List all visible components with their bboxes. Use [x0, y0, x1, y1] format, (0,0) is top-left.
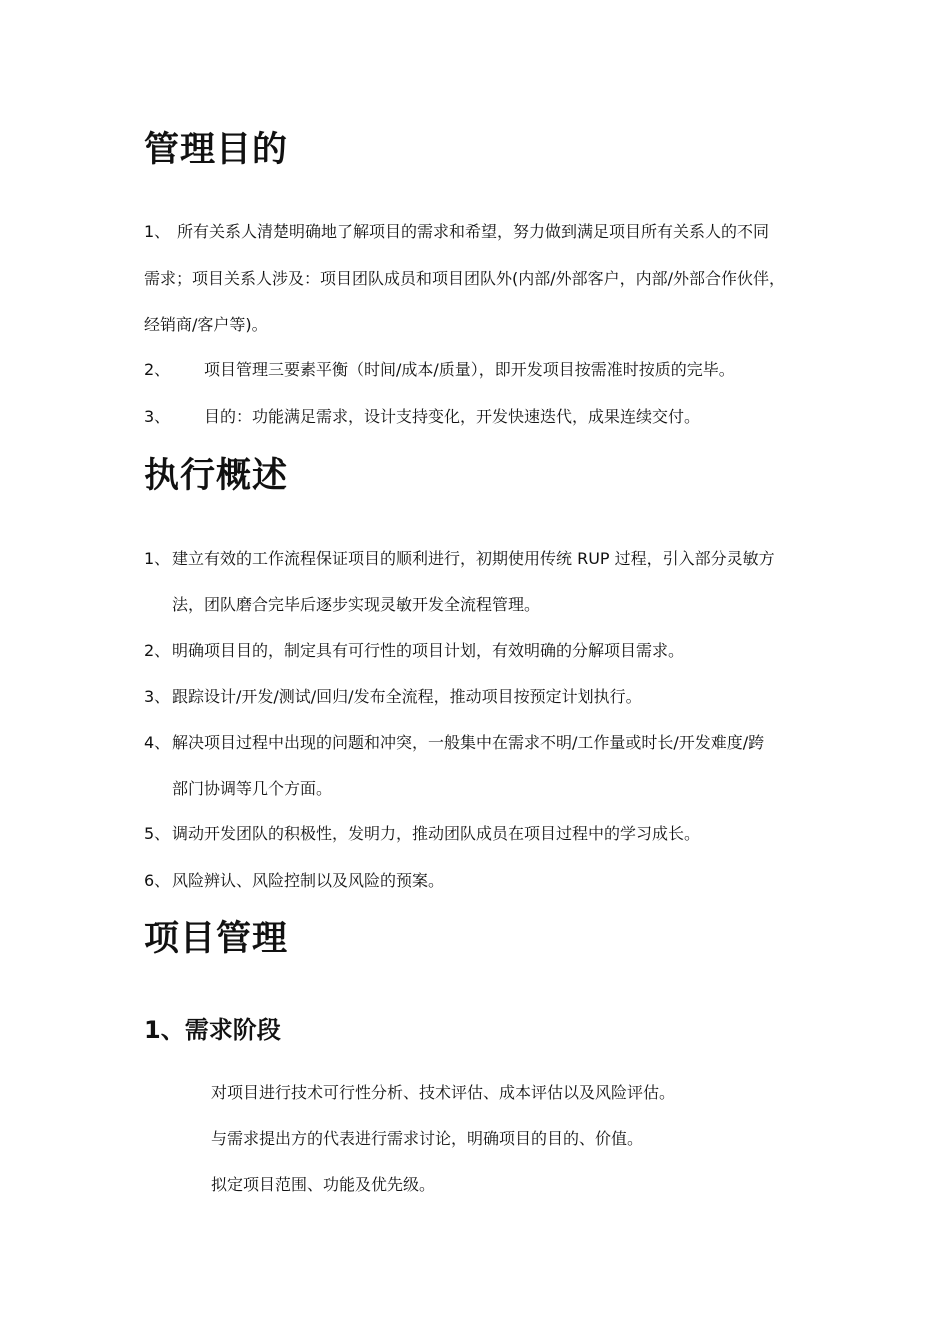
overview-item-5-number: 5、 [144, 824, 171, 843]
purpose-item-1-line-3: 经销商/客户等)。 [144, 315, 268, 334]
requirements-line-3: 拟定项目范围、功能及优先级。 [211, 1175, 436, 1194]
purpose-item-1-number: 1、 [144, 222, 171, 241]
purpose-item-3-text: 目的：功能满足需求，设计支持变化，开发快速迭代，成果连续交付。 [204, 407, 701, 426]
overview-item-1-line-1: 建立有效的工作流程保证项目的顺利进行，初期使用传统 RUP 过程，引入部分灵敏方 [172, 549, 775, 568]
purpose-item-2-text: 项目管理三要素平衡（时间/成本/质量），即开发项目按需准时按质的完毕。 [204, 360, 735, 379]
section-title-purpose: 管理目的 [144, 130, 289, 170]
overview-item-4-number: 4、 [144, 733, 171, 752]
overview-item-1-number: 1、 [144, 549, 171, 568]
section-title-overview: 执行概述 [144, 456, 289, 496]
requirements-line-1: 对项目进行技术可行性分析、技术评估、成本评估以及风险评估。 [211, 1083, 676, 1102]
purpose-item-3-number: 3、 [144, 407, 171, 426]
overview-item-2-number: 2、 [144, 641, 171, 660]
overview-item-4-line-1: 解决项目过程中出现的问题和冲突，一般集中在需求不明/工作量或时长/开发难度/跨 [172, 733, 765, 752]
overview-item-2-line-1: 明确项目目的，制定具有可行性的项目计划，有效明确的分解项目需求。 [172, 641, 685, 660]
purpose-item-1-line-1: 所有关系人清楚明确地了解项目的需求和希望，努力做到满足项目所有关系人的不同 [177, 222, 770, 241]
requirements-line-2: 与需求提出方的代表进行需求讨论，明确项目的目的、价值。 [211, 1129, 644, 1148]
purpose-item-1-line-2: 需求；项目关系人涉及：项目团队成员和项目团队外(内部/外部客户，内部/外部合作伙伴， [144, 269, 786, 288]
overview-item-4-line-2: 部门协调等几个方面。 [172, 779, 333, 798]
overview-item-3-line-1: 跟踪设计/开发/测试/回归/发布全流程，推动项目按预定计划执行。 [172, 687, 642, 706]
overview-item-5-line-1: 调动开发团队的积极性，发明力，推动团队成员在项目过程中的学习成长。 [172, 824, 701, 843]
section-title-management: 项目管理 [144, 919, 289, 959]
overview-item-1-line-2: 法，团队磨合完毕后逐步实现灵敏开发全流程管理。 [172, 595, 541, 614]
purpose-item-2-number: 2、 [144, 360, 171, 379]
subsection-title-requirements: 1、需求阶段 [144, 1016, 281, 1044]
overview-item-3-number: 3、 [144, 687, 171, 706]
overview-item-6-line-1: 风险辨认、风险控制以及风险的预案。 [172, 871, 445, 890]
overview-item-6-number: 6、 [144, 871, 171, 890]
